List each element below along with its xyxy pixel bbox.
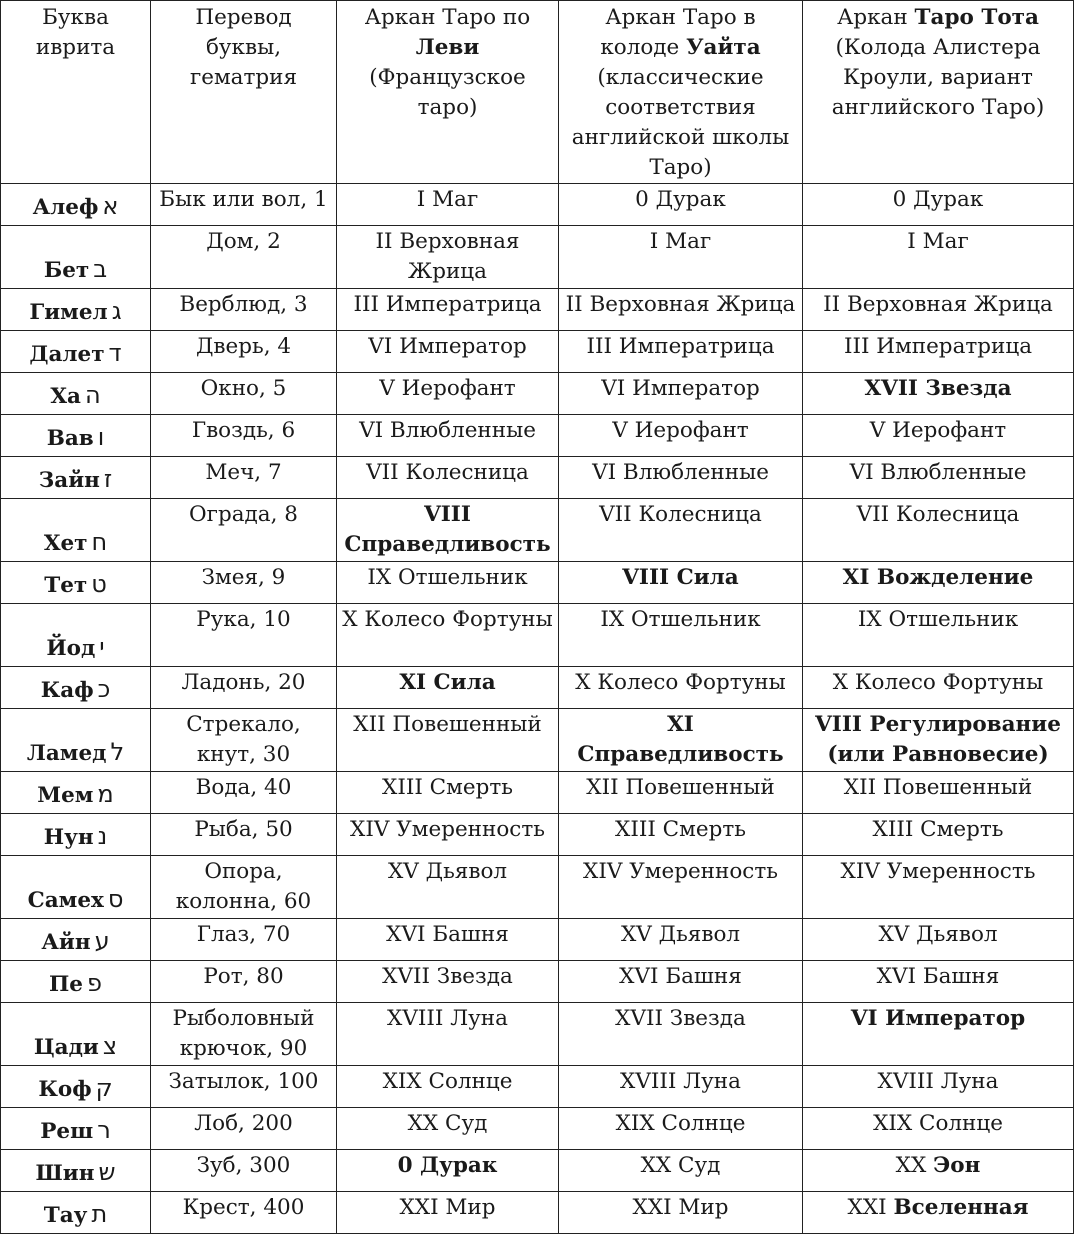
waite-arcana-text: III Императрица (586, 334, 775, 359)
waite-cell (559, 373, 803, 415)
translation-cell: Ладонь, 20 (151, 667, 337, 709)
translation-cell: Верблюд, 3 (151, 289, 337, 331)
waite-arcana-text: XIX Солнце (615, 1111, 746, 1136)
hebrew-letter-cell (1, 331, 151, 373)
table-row (1, 604, 1074, 667)
toth-arcana-text: XIV Умеренность (840, 859, 1036, 884)
hebrew-letter-cell (1, 709, 151, 772)
hebrew-glyph: ה (84, 381, 101, 409)
levi-arcana-text: XVIII Луна (387, 1006, 508, 1031)
levi-cell (337, 604, 559, 667)
levi-cell (337, 772, 559, 814)
waite-arcana-text: VI Император (601, 376, 760, 401)
letter-name: Ха (50, 384, 81, 409)
letter-name: Тау (43, 1203, 88, 1228)
table-row (1, 1150, 1074, 1192)
waite-arcana-text: I Маг (649, 229, 712, 254)
levi-arcana-text: VII Колесница (366, 460, 529, 485)
hebrew-letter-cell (1, 1066, 151, 1108)
hebrew-glyph: ז (103, 465, 113, 493)
translation-cell: Рыба, 50 (151, 814, 337, 856)
levi-cell (337, 499, 559, 562)
levi-arcana-text: XVII Звезда (382, 964, 513, 989)
toth-cell (803, 415, 1074, 457)
letter-name: Шин (35, 1161, 95, 1186)
hebrew-letter-cell (1, 373, 151, 415)
levi-arcana-text: X Колесо Фортуны (342, 607, 553, 632)
header-toth: Аркан Таро Тота (Колода Алистера Кроули, вариант английского Таро) (803, 1, 1074, 184)
waite-arcana-text: XII Повешенный (586, 775, 775, 800)
levi-cell (337, 667, 559, 709)
levi-cell (337, 289, 559, 331)
toth-arcana-text: VII Колесница (856, 502, 1020, 527)
waite-cell (559, 1108, 803, 1150)
levi-arcana-text: XXI Мир (399, 1195, 496, 1220)
toth-arcana-bold-text: XVII Звезда (864, 376, 1012, 401)
hebrew-glyph: ח (91, 528, 108, 556)
levi-cell (337, 856, 559, 919)
hebrew-glyph: א (102, 192, 119, 220)
waite-arcana-text: V Иерофант (612, 418, 749, 443)
toth-cell (803, 1108, 1074, 1150)
levi-cell (337, 184, 559, 226)
levi-arcana-text: V Иерофант (379, 376, 516, 401)
levi-cell (337, 1192, 559, 1234)
translation-cell: Стрекало, кнут, 30 (151, 709, 337, 772)
waite-arcana-text: VII Колесница (599, 502, 762, 527)
hebrew-glyph: י (99, 633, 105, 661)
translation-cell: Ограда, 8 (151, 499, 337, 562)
levi-cell (337, 919, 559, 961)
toth-cell (803, 289, 1074, 331)
hebrew-letter-cell (1, 667, 151, 709)
levi-arcana-text: XIX Солнце (382, 1069, 513, 1094)
header-levi: Аркан Таро по Леви (Французское таро) (337, 1, 559, 184)
waite-cell (559, 961, 803, 1003)
toth-cell (803, 709, 1074, 772)
table-row (1, 856, 1074, 919)
waite-arcana-text: XXI Мир (632, 1195, 729, 1220)
translation-cell: Затылок, 100 (151, 1066, 337, 1108)
hebrew-glyph: כ (97, 675, 111, 703)
waite-arcana-text: XVII Звезда (615, 1006, 746, 1031)
hebrew-glyph: ר (97, 1116, 111, 1144)
hebrew-glyph: ע (94, 927, 110, 955)
letter-name: Тет (44, 573, 88, 598)
table-row (1, 1192, 1074, 1234)
toth-arcana-text: XV Дьявол (878, 922, 998, 947)
waite-cell (559, 562, 803, 604)
letter-name: Ламед (26, 741, 107, 766)
table-row (1, 373, 1074, 415)
translation-cell: Крест, 400 (151, 1192, 337, 1234)
waite-cell (559, 919, 803, 961)
letter-name: Бет (43, 258, 90, 283)
translation-cell: Глаз, 70 (151, 919, 337, 961)
translation-cell: Меч, 7 (151, 457, 337, 499)
levi-cell (337, 415, 559, 457)
toth-cell (803, 499, 1074, 562)
waite-arcana-text: XIII Смерть (615, 817, 746, 842)
levi-cell (337, 457, 559, 499)
hebrew-letter-cell (1, 772, 151, 814)
toth-cell (803, 604, 1074, 667)
toth-cell (803, 184, 1074, 226)
translation-cell: Бык или вол, 1 (151, 184, 337, 226)
toth-arcana-text: VI Влюбленные (849, 460, 1027, 485)
toth-cell (803, 1192, 1074, 1234)
translation-cell: Рот, 80 (151, 961, 337, 1003)
hebrew-letter-cell (1, 457, 151, 499)
levi-arcana-text: I Маг (416, 187, 479, 212)
levi-cell (337, 331, 559, 373)
levi-arcana-text: VI Император (368, 334, 527, 359)
levi-arcana-text: XX Суд (407, 1111, 488, 1136)
toth-arcana-text: XII Повешенный (843, 775, 1033, 800)
toth-cell (803, 226, 1074, 289)
levi-arcana-text: II Верховная Жрица (375, 229, 520, 284)
letter-name: Алеф (32, 195, 99, 220)
levi-cell (337, 1003, 559, 1066)
toth-cell (803, 961, 1074, 1003)
waite-cell (559, 499, 803, 562)
table-row (1, 667, 1074, 709)
toth-cell (803, 856, 1074, 919)
levi-arcana-text: XI Сила (399, 670, 496, 695)
letter-name: Вав (46, 426, 94, 451)
waite-arcana-text: XIV Умеренность (583, 859, 778, 884)
hebrew-letter-cell (1, 1108, 151, 1150)
hebrew-letter-cell (1, 1192, 151, 1234)
toth-cell (803, 772, 1074, 814)
toth-arcana-text: II Верховная Жрица (823, 292, 1053, 317)
hebrew-glyph: ש (98, 1158, 116, 1186)
hebrew-glyph: נ (97, 822, 108, 850)
levi-cell (337, 562, 559, 604)
toth-cell (803, 814, 1074, 856)
hebrew-letter-cell (1, 961, 151, 1003)
hebrew-letter-cell (1, 856, 151, 919)
hebrew-letter-cell (1, 289, 151, 331)
waite-cell (559, 772, 803, 814)
levi-arcana-text: XIII Смерть (382, 775, 513, 800)
waite-cell (559, 1192, 803, 1234)
waite-arcana-text: XV Дьявол (620, 922, 741, 947)
table-row (1, 919, 1074, 961)
table-row (1, 961, 1074, 1003)
hebrew-letter-cell (1, 184, 151, 226)
hebrew-glyph: פ (86, 969, 102, 997)
toth-arcana-bold-text: Эон (933, 1153, 981, 1178)
hebrew-letter-cell (1, 415, 151, 457)
hebrew-glyph: ק (95, 1074, 113, 1102)
hebrew-glyph: צ (102, 1032, 118, 1060)
toth-cell (803, 373, 1074, 415)
waite-arcana-text: X Колесо Фортуны (575, 670, 786, 695)
table-row (1, 499, 1074, 562)
letter-name: Далет (29, 342, 105, 367)
toth-cell (803, 331, 1074, 373)
waite-cell (559, 226, 803, 289)
hebrew-glyph: ת (91, 1200, 108, 1228)
levi-arcana-text: XV Дьявол (387, 859, 508, 884)
table-row (1, 562, 1074, 604)
levi-cell (337, 373, 559, 415)
toth-cell (803, 1003, 1074, 1066)
translation-cell: Дверь, 4 (151, 331, 337, 373)
hebrew-letter-cell (1, 1003, 151, 1066)
hebrew-glyph: ל (110, 738, 125, 766)
translation-cell: Зуб, 300 (151, 1150, 337, 1192)
toth-arcana-text: XXI (847, 1195, 894, 1220)
levi-arcana-text: XIV Умеренность (350, 817, 545, 842)
waite-arcana-text: XVI Башня (619, 964, 742, 989)
table-row (1, 1108, 1074, 1150)
hebrew-glyph: ד (108, 339, 122, 367)
waite-cell (559, 289, 803, 331)
table-row (1, 814, 1074, 856)
waite-arcana-text: II Верховная Жрица (565, 292, 796, 317)
waite-arcana-text: XI Справедливость (577, 712, 784, 767)
waite-cell (559, 856, 803, 919)
waite-arcana-text: IX Отшельник (600, 607, 761, 632)
toth-cell (803, 562, 1074, 604)
waite-arcana-text: XVIII Луна (620, 1069, 741, 1094)
waite-cell (559, 604, 803, 667)
table-row (1, 331, 1074, 373)
translation-cell: Лоб, 200 (151, 1108, 337, 1150)
hebrew-glyph: מ (97, 780, 114, 808)
toth-cell (803, 919, 1074, 961)
toth-arcana-text: III Императрица (843, 334, 1033, 359)
translation-cell: Гвоздь, 6 (151, 415, 337, 457)
letter-name: Йод (46, 636, 96, 661)
hebrew-glyph: ו (97, 423, 105, 451)
toth-arcana-bold-text: VIII Регулирование (или Равновесие) (815, 712, 1061, 767)
levi-cell (337, 961, 559, 1003)
header-waite: Аркан Таро в колоде Уайта (классические соответствия английской школы Таро) (559, 1, 803, 184)
hebrew-glyph: ב (93, 255, 108, 283)
levi-cell (337, 1066, 559, 1108)
toth-arcana-bold-text: XI Вожделение (842, 565, 1034, 590)
toth-cell (803, 457, 1074, 499)
levi-arcana-text: 0 Дурак (397, 1153, 498, 1178)
letter-name: Каф (40, 678, 94, 703)
table-row (1, 289, 1074, 331)
levi-cell (337, 1108, 559, 1150)
levi-arcana-text: XVI Башня (386, 922, 509, 947)
toth-arcana-text: 0 Дурак (892, 187, 984, 212)
levi-cell (337, 814, 559, 856)
waite-cell (559, 709, 803, 772)
header-row (1, 1, 1074, 184)
waite-cell (559, 184, 803, 226)
waite-cell (559, 1003, 803, 1066)
hebrew-letter-cell (1, 814, 151, 856)
hebrew-letter-cell (1, 604, 151, 667)
waite-cell (559, 667, 803, 709)
hebrew-glyph: ס (107, 885, 124, 913)
toth-cell (803, 667, 1074, 709)
header-translation: Перевод буквы, гематрия (151, 1, 337, 184)
letter-name: Коф (38, 1077, 92, 1102)
table-row (1, 1066, 1074, 1108)
letter-name: Айн (41, 930, 91, 955)
hebrew-letter-cell (1, 919, 151, 961)
table-row (1, 1003, 1074, 1066)
hebrew-letter-cell (1, 1150, 151, 1192)
translation-cell: Дом, 2 (151, 226, 337, 289)
letter-name: Зайн (38, 468, 100, 493)
waite-cell (559, 1066, 803, 1108)
table-body (1, 184, 1074, 1234)
header-hebrew-letter: Буква иврита (1, 1, 151, 184)
waite-cell (559, 457, 803, 499)
toth-arcana-bold-text: Вселенная (893, 1195, 1029, 1220)
toth-arcana-bold-text: VI Император (850, 1006, 1026, 1031)
toth-cell (803, 1150, 1074, 1192)
toth-cell (803, 1066, 1074, 1108)
translation-cell: Опора, колонна, 60 (151, 856, 337, 919)
letter-name: Хет (43, 531, 88, 556)
translation-cell: Рыболовный крючок, 90 (151, 1003, 337, 1066)
waite-cell (559, 1150, 803, 1192)
hebrew-letter-cell (1, 499, 151, 562)
levi-arcana-text: VI Влюбленные (359, 418, 536, 443)
hebrew-glyph: ג (111, 297, 122, 325)
letter-name: Гимел (29, 300, 108, 325)
hebrew-letter-cell (1, 562, 151, 604)
waite-arcana-text: VIII Сила (622, 565, 739, 590)
hebrew-letter-cell (1, 226, 151, 289)
table-row (1, 184, 1074, 226)
letter-name: Пе (49, 972, 83, 997)
table-row (1, 226, 1074, 289)
translation-cell: Вода, 40 (151, 772, 337, 814)
table-row (1, 457, 1074, 499)
levi-arcana-text: XII Повешенный (353, 712, 542, 737)
toth-arcana-text: V Иерофант (869, 418, 1007, 443)
translation-cell: Рука, 10 (151, 604, 337, 667)
table-row (1, 415, 1074, 457)
levi-arcana-text: III Императрица (353, 292, 542, 317)
toth-arcana-text: I Маг (907, 229, 969, 254)
levi-cell (337, 709, 559, 772)
waite-cell (559, 415, 803, 457)
hebrew-glyph: ט (91, 570, 107, 598)
letter-name: Цади (33, 1035, 99, 1060)
levi-cell (337, 1150, 559, 1192)
letter-name: Реш (40, 1119, 94, 1144)
table-row (1, 709, 1074, 772)
levi-cell (337, 226, 559, 289)
waite-arcana-text: 0 Дурак (635, 187, 726, 212)
letter-name: Нун (43, 825, 94, 850)
toth-arcana-text: XVIII Луна (877, 1069, 999, 1094)
toth-arcana-text: XVI Башня (876, 964, 1000, 989)
levi-arcana-text: IX Отшельник (367, 565, 528, 590)
toth-arcana-text: XIII Смерть (872, 817, 1004, 842)
toth-arcana-text: IX Отшельник (857, 607, 1019, 632)
toth-arcana-text: XX (895, 1153, 934, 1178)
waite-cell (559, 331, 803, 373)
levi-arcana-text: VIII Справедливость (344, 502, 551, 557)
toth-arcana-text: X Колесо Фортуны (832, 670, 1044, 695)
translation-cell: Змея, 9 (151, 562, 337, 604)
letter-name: Мем (37, 783, 94, 808)
waite-arcana-text: VI Влюбленные (592, 460, 769, 485)
letter-name: Самех (27, 888, 104, 913)
waite-arcana-text: XX Суд (640, 1153, 721, 1178)
translation-cell: Окно, 5 (151, 373, 337, 415)
waite-cell (559, 814, 803, 856)
toth-arcana-text: XIX Солнце (873, 1111, 1003, 1136)
table-row (1, 772, 1074, 814)
